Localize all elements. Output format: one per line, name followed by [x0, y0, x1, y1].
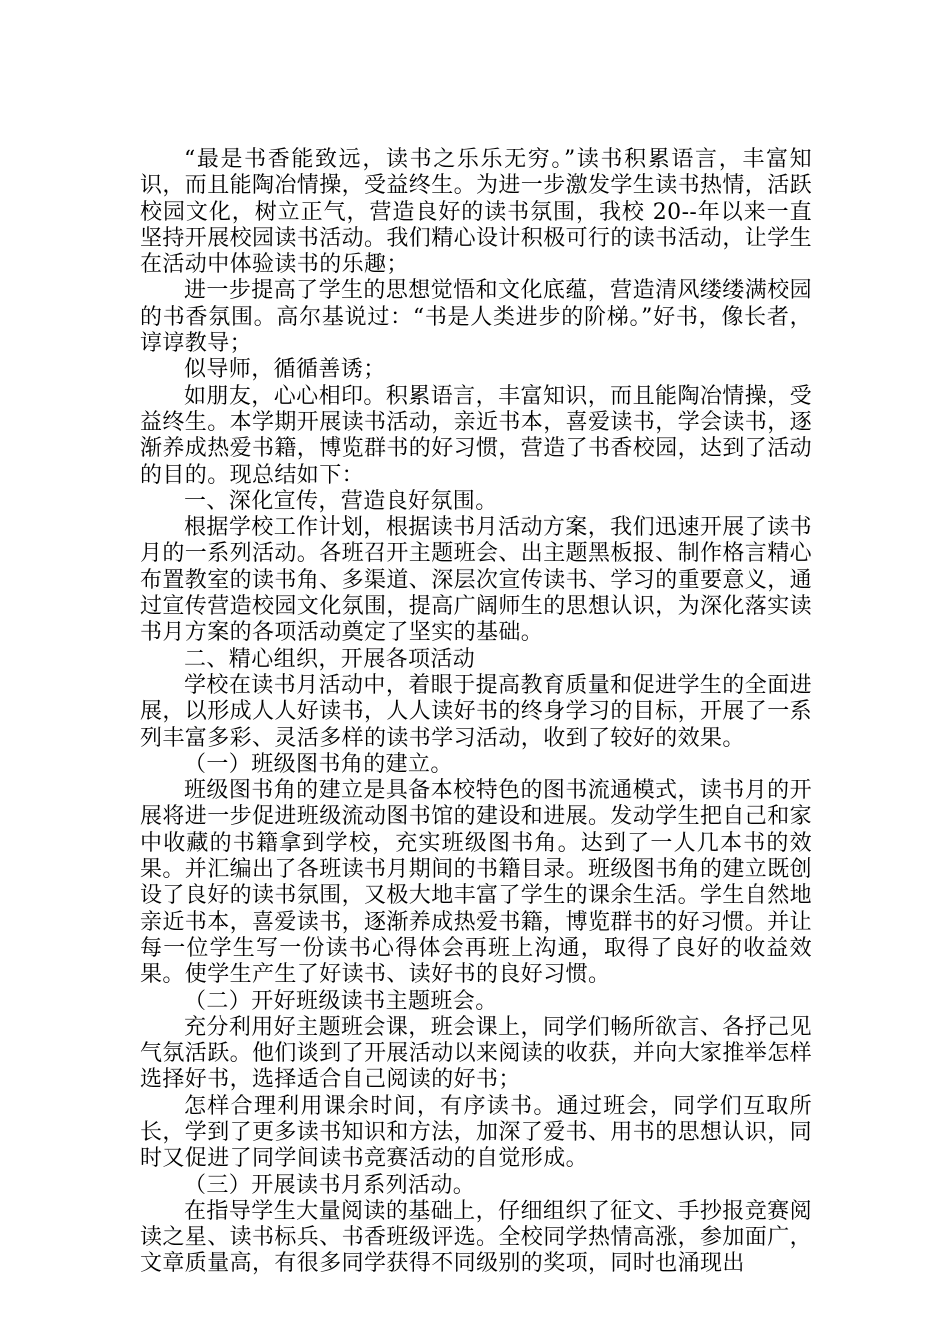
paragraph: “最是书香能致远，读书之乐乐无穷。”读书积累语言，丰富知识，而且能陶冶情操，受益终生。为进一步激发学生读书热情，活跃校园文化，树立正气，营造良好的读书氛围，我校 20--年以来一直坚持开展校园读书活动。我们精心设计积极可行的读书活动，让学生在活动中体验读书的乐趣； [140, 147, 813, 278]
paragraph: 怎样合理利用课余时间，有序读书。通过班会，同学们互取所长，学到了更多读书知识和方法，加深了爱书、用书的思想认识，同时又促进了同学间读书竞赛活动的自觉形成。 [140, 1093, 813, 1172]
section-heading: 一、深化宣传，营造良好氛围。 [184, 488, 498, 514]
paragraph: 充分利用好主题班会课，班会课上，同学们畅所欲言、各抒己见气氛活跃。他们谈到了开展活动以来阅读的收获，并向大家推举怎样选择好书，选择适合自己阅读的好书； [140, 1014, 813, 1093]
subsection-heading: （一）班级图书角的建立。 [184, 751, 453, 777]
paragraph: 根据学校工作计划，根据读书月活动方案，我们迅速开展了读书月的一系列活动。各班召开主题班会、出主题黑板报、制作格言精心布置教室的读书角、多渠道、深层次宣传读书、学习的重要意义，通过宣传营造校园文化氛围，提高广阔师生的思想认识，为深化落实读书月方案的各项活动奠定了坚实的基础。 [140, 515, 813, 646]
paragraph: 学校在读书月活动中，着眼于提高教育质量和促进学生的全面进展，以形成人人好读书，人人读好书的终身学习的目标，开展了一系列丰富多彩、灵活多样的读书学习活动，收到了较好的效果。 [140, 672, 813, 751]
paragraph: 班级图书角的建立是具备本校特色的图书流通模式，读书月的开展将进一步促进班级流动图书馆的建设和进展。发动学生把自己和家中收藏的书籍拿到学校，充实班级图书角。达到了一人几本书的效果。并汇编出了各班读书月期间的书籍目录。班级图书角的建立既创设了良好的读书氛围，又极大地丰富了学生的课余生活。学生自然地亲近书本，喜爱读书，逐渐养成热爱书籍，博览群书的好习惯。并让每一位学生写一份读书心得体会再班上沟通，取得了良好的收益效果。使学生产生了好读书、读好书的良好习惯。 [140, 778, 813, 988]
paragraph: 在指导学生大量阅读的基础上，仔细组织了征文、手抄报竞赛阅读之星、读书标兵、书香班级评选。全校同学热情高涨，参加面广，文章质量高，有很多同学获得不同级别的奖项，同时也涌现出 [140, 1198, 813, 1277]
subsection-heading: （三）开展读书月系列活动。 [184, 1172, 476, 1198]
paragraph: 似导师，循循善诱； [184, 357, 386, 383]
subsection-heading: （二）开好班级读书主题班会。 [184, 988, 498, 1014]
document-page [140, 147, 813, 1277]
paragraph: 如朋友，心心相印。积累语言，丰富知识，而且能陶冶情操，受益终生。本学期开展读书活动，亲近书本，喜爱读书，学会读书，逐渐养成热爱书籍，博览群书的好习惯，营造了书香校园，达到了活动的目的。现总结如下： [140, 383, 813, 488]
section-heading: 二、精心组织，开展各项活动 [184, 646, 476, 672]
paragraph: 进一步提高了学生的思想觉悟和文化底蕴，营造清风缕缕满校园的书香氛围。高尔基说过：“书是人类进步的阶梯。”好书，像长者，谆谆教导； [140, 278, 812, 357]
